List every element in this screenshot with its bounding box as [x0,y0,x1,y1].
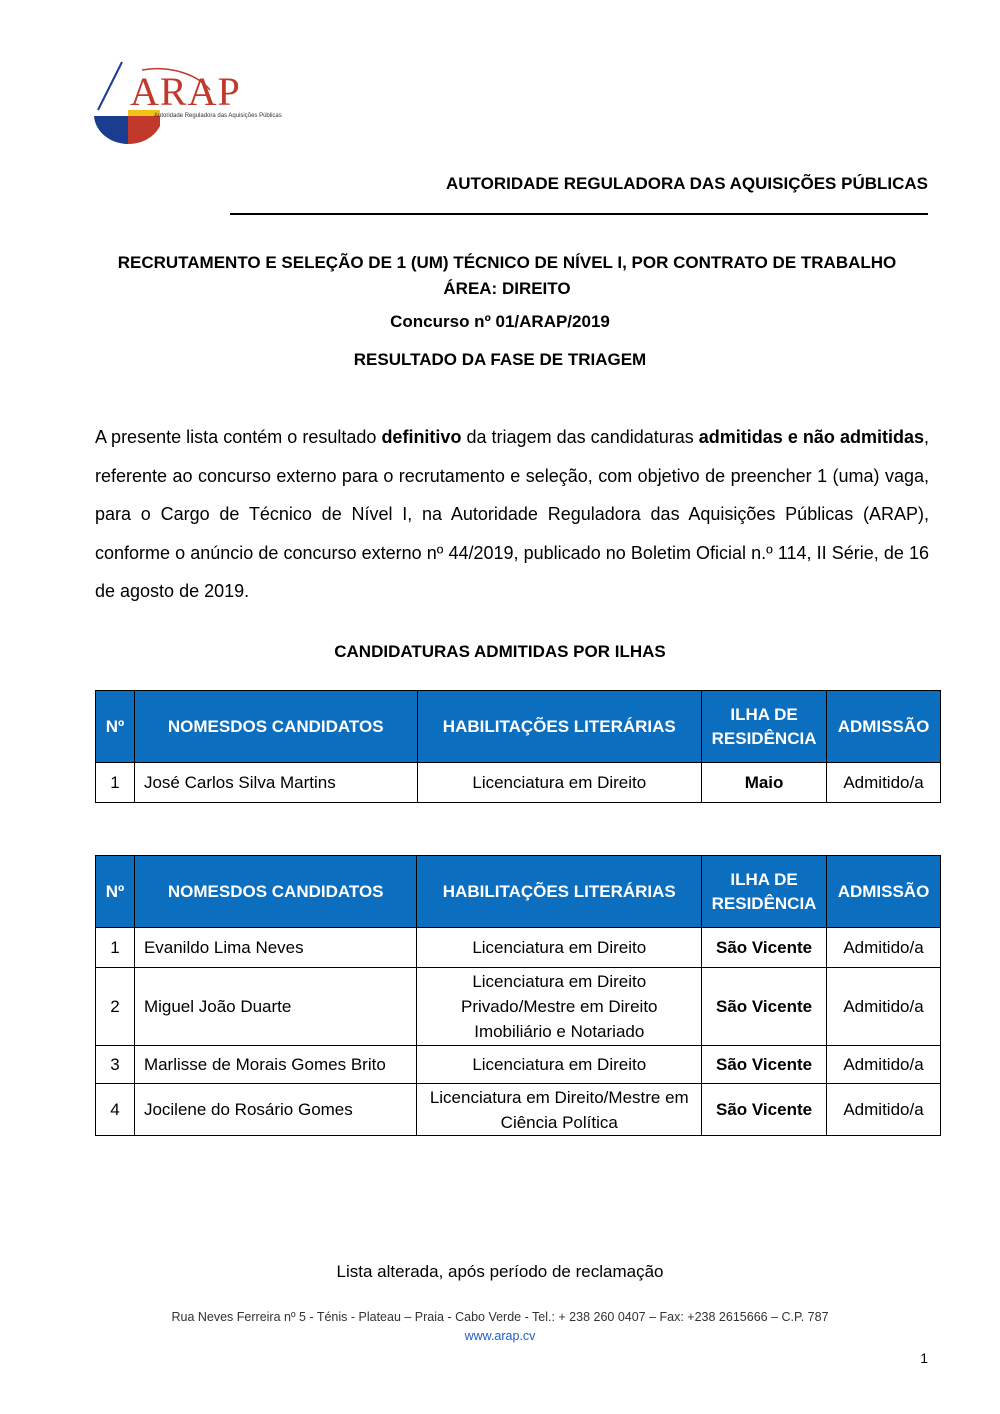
table-row [96,763,941,803]
cell-qualifications: Licenciatura em Direito Privado/Mestre em Direito Imobiliário e Notariado [417,968,702,1046]
header-qualifications: HABILITAÇÕES LITERÁRIAS [417,691,702,763]
paragraph-text-1: A presente lista contém o resultado [95,427,382,447]
cell-name: Miguel João Duarte [134,968,417,1046]
header-name: NOMESDOS CANDIDATOS [134,691,417,763]
logo-name: ARAP [130,69,241,114]
cell-num: 1 [96,928,135,968]
header-island [702,856,827,928]
cell-admission: Admitido/a [827,1046,941,1084]
cell-name: Evanildo Lima Neves [134,928,417,968]
paragraph-bold-1: definitivo [381,427,462,447]
cell-name: Marlisse de Morais Gomes Brito [134,1046,417,1084]
page-number: 1 [920,1350,928,1366]
header-admission: ADMISSÃO [827,691,941,763]
title-line-1: RECRUTAMENTO E SELEÇÃO DE 1 (UM) TÉCNICO DE NÍVEL I, POR CONTRATO DE TRABALHO [117,253,897,272]
header-divider [230,213,928,215]
cell-qualifications: Licenciatura em Direito [417,1046,702,1084]
cell-qualifications: Licenciatura em Direito/Mestre em Ciência Política [417,1084,702,1136]
concurso-number: Concurso nº 01/ARAP/2019 [390,312,610,331]
cell-num: 1 [96,763,135,803]
cell-num: 4 [96,1084,135,1136]
paragraph-text-3: , referente ao concurso externo para o recrutamento e seleção, com objetivo de preencher 1 (uma) vaga, para o Cargo de Técnico de Nível I, na Autoridade Reguladora das Aquisições Públicas (ARAP), conforme o anúncio de concurso externo nº 44/2019, publicado no Boletim Oficial n.º 114, II Série, de 16 de agosto de 2019. [95,427,930,601]
header-num: Nº [96,691,135,763]
cell-name: Jocilene do Rosário Gomes [134,1084,417,1136]
organization-title: AUTORIDADE REGULADORA DAS AQUISIÇÕES PÚBLICAS [445,174,928,193]
candidates-table-sao-vicente [95,855,941,1136]
cell-island: São Vicente [702,928,827,968]
cell-qualifications: Licenciatura em Direito [417,928,702,968]
header-admission: ADMISSÃO [827,856,941,928]
section-title: CANDIDATURAS ADMITIDAS POR ILHAS [334,642,666,661]
table-row [96,968,941,1046]
header-name: NOMESDOS CANDIDATOS [134,856,417,928]
cell-island: São Vicente [702,1046,827,1084]
cell-name: José Carlos Silva Martins [134,763,417,803]
header-island-line-1: ILHA DE [730,869,798,889]
cell-qualifications: Licenciatura em Direito [417,763,702,803]
cell-num: 3 [96,1046,135,1084]
footer-address: Rua Neves Ferreira nº 5 - Ténis - Plateau – Praia - Cabo Verde - Tel.: + 238 260 0407 – Fax: +238 2615666 – C.P. 787 [171,1310,829,1324]
table-header-row [96,856,941,928]
cell-admission: Admitido/a [827,928,941,968]
cell-num: 2 [96,968,135,1046]
paragraph-bold-2: admitidas e não admitidas [698,427,924,447]
header-qualifications: HABILITAÇÕES LITERÁRIAS [417,856,702,928]
header-island-line-2: RESIDÊNCIA [711,728,817,748]
cell-island: São Vicente [702,1084,827,1136]
cell-admission: Admitido/a [827,1084,941,1136]
table-row [96,1084,941,1136]
header-island-line-2: RESIDÊNCIA [711,893,817,913]
cell-admission: Admitido/a [827,763,941,803]
footer-website-link[interactable]: www.arap.cv [464,1329,536,1343]
header-island [702,691,827,763]
header-num: Nº [96,856,135,928]
cell-island: Maio [702,763,827,803]
table-row [96,1046,941,1084]
candidates-table-maio [95,690,941,803]
cell-island: São Vicente [702,968,827,1046]
paragraph-text-2: da triagem das candidaturas [461,427,699,447]
header-island-line-1: ILHA DE [730,704,798,724]
cell-admission: Admitido/a [827,968,941,1046]
table-header-row [96,691,941,763]
amendment-note: Lista alterada, após período de reclamação [336,1262,664,1281]
intro-paragraph [95,418,929,611]
result-title: RESULTADO DA FASE DE TRIAGEM [353,350,647,369]
arap-logo [92,60,282,144]
document-title [0,250,1000,302]
title-line-2: ÁREA: DIREITO [443,279,571,298]
logo-subtitle: Autoridade Reguladora das Aquisições Públicas [154,113,282,119]
table-row [96,928,941,968]
